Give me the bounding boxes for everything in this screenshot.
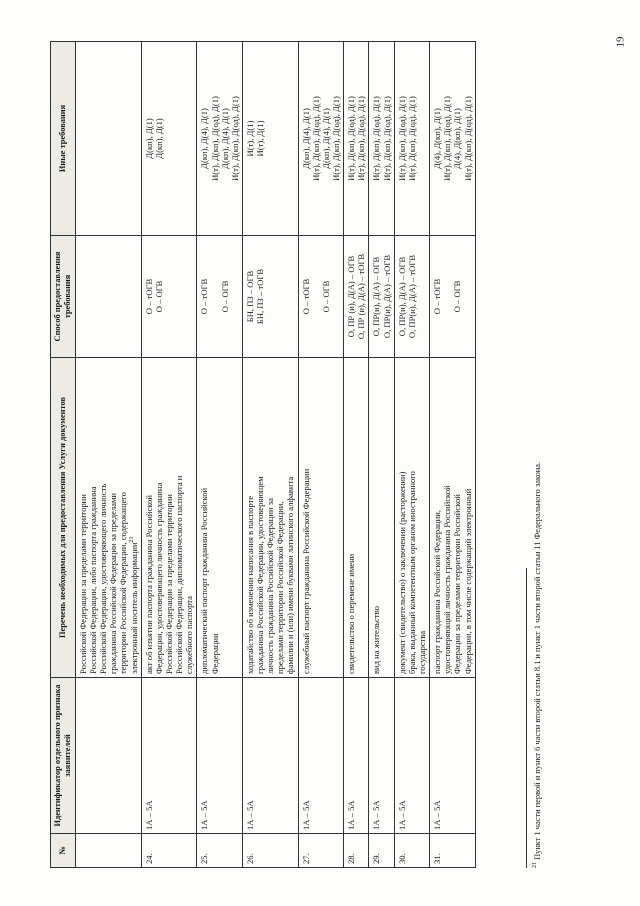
row-documents [344, 358, 369, 678]
row-applicant-id: 1А – 5А [242, 678, 298, 834]
row-documents [242, 358, 298, 678]
requirement-line: Д(кп), Д(4), Д(1) [219, 108, 230, 169]
document-line: пределами территории Российской Федерации, [275, 501, 286, 674]
requirement-line: И(т), Д(кп), Д(од), Д(1) [396, 96, 407, 181]
method-line: О, ПР(и), Д(А) – тОГВ [406, 254, 417, 339]
row-submission-method [430, 236, 476, 358]
row-submission-method [197, 236, 243, 358]
row-documents [197, 358, 243, 678]
row-other-requirements [430, 42, 476, 236]
table-row [344, 42, 369, 868]
page-number: 19 [614, 36, 627, 48]
method-line: О – тОГВ [199, 278, 210, 315]
document-line: Федерации за пределами территории Российской [452, 494, 463, 674]
table-row [298, 42, 344, 868]
method-line: О – тОГВ [300, 278, 311, 315]
table-row [75, 42, 141, 868]
method-line: О, ПР(и), Д(А) – ОГВ [396, 256, 407, 337]
row-other-requirements [298, 42, 344, 236]
header-documents: Перечень необходимых для предоставления Услуги документов [51, 358, 76, 678]
requirement-line: И(т), Д(кп), Д(од), Д(1) [356, 96, 367, 181]
row-number: 27. [298, 834, 344, 868]
method-line: О, ПР(и), Д(А) – тОГВ [381, 254, 392, 339]
table-body [75, 42, 475, 868]
row-documents [75, 358, 141, 678]
footnote-reference: 21 [128, 536, 135, 543]
requirement-line: Д(кп), Д(4), Д(1) [300, 108, 311, 169]
row-submission-method [344, 236, 369, 358]
method-line [210, 239, 220, 354]
document-line: территории Российской Федерации, содержащего [118, 492, 129, 674]
document-line: личность гражданина Российской Федерации за [265, 498, 276, 674]
document-line-text: электронный носитель информации [128, 542, 139, 674]
method-line: О – ОГВ [320, 280, 331, 313]
row-applicant-id [75, 678, 141, 834]
footnote-text: Пункт 1 части первой и пункт 6 части второй статьи 8.1 и пункт 1 части второй статьи 11 Федерального закона. [532, 461, 542, 860]
table-row [394, 42, 429, 868]
row-number: 28. [344, 834, 369, 868]
method-line: О, ПР (и), Д(А) – ОГВ [346, 255, 357, 338]
requirement-line: И(т), Д(кп), Д(од), Д(1) [442, 96, 453, 181]
requirement-line: И(т), Д(кп), Д(од), Д(1) [462, 96, 473, 181]
row-number: 25. [197, 834, 243, 868]
row-documents [430, 358, 476, 678]
document-line: акт об изъятии паспорта гражданина Российской [143, 495, 154, 674]
row-other-requirements [141, 42, 197, 236]
requirement-line: И(т), Д(кп), Д(од), Д(1) [346, 96, 357, 181]
method-line: О – ОГВ [219, 280, 230, 313]
row-applicant-id: 1А – 5А [430, 678, 476, 834]
row-documents [298, 358, 344, 678]
rotated-page-content [50, 42, 570, 868]
header-submission-method: Способ предоставления требования [51, 236, 76, 358]
row-submission-method [298, 236, 344, 358]
document-line: Федерации, в том числе содержащий электронный [462, 488, 473, 674]
document-line: гражданина Российской Федерации, удостоверяющем [255, 476, 266, 674]
row-number [75, 834, 141, 868]
method-line [311, 239, 321, 354]
document-line: Российской Федерации, дипломатического паспорта и [174, 475, 185, 674]
method-line: О – ОГВ [153, 280, 164, 313]
document-line: удостоверяющий личность гражданина Российской [442, 485, 453, 674]
row-other-requirements [242, 42, 298, 236]
row-submission-method [369, 236, 394, 358]
document-line: Федерации, удостоверяющего личность гражданина [153, 482, 164, 674]
requirements-table [50, 41, 476, 868]
requirement-line: И(т), Д(кп), Д(од), Д(1) [209, 96, 220, 181]
row-submission-method [75, 236, 141, 358]
document-line: дипломатический паспорт гражданина Российской [199, 487, 210, 674]
row-other-requirements [197, 42, 243, 236]
document-line: брака, выданный компетентным органом иностранного [406, 471, 417, 674]
document-line: служебного паспорта [184, 596, 195, 674]
method-line: О – ОГВ [452, 280, 463, 313]
row-other-requirements [75, 42, 141, 236]
requirement-line: Д(кп), Д(4), Д(1) [199, 108, 210, 169]
row-number: 26. [242, 834, 298, 868]
row-number: 30. [394, 834, 429, 868]
document-line: гражданина Российской Федерации за пределами [108, 492, 119, 674]
document-line: Федерации [209, 633, 220, 674]
requirement-line: И(т), Д(кп), Д(од), Д(1) [331, 96, 342, 181]
row-applicant-id: 1А – 5А [369, 678, 394, 834]
row-documents [141, 358, 197, 678]
document-line: ходатайство об изменении написания в паспорте [244, 495, 255, 674]
document-line: свидетельство о перемене имени [346, 553, 357, 674]
method-line: О, ПР (и), Д(А) – тОГВ [356, 253, 367, 340]
requirement-line: И(т), Д(кп), Д(од), Д(1) [381, 96, 392, 181]
requirement-line: И(т), Д(кп), Д(од), Д(1) [371, 96, 382, 181]
requirement-line: И(т), Д(кп), Д(од), Д(1) [310, 96, 321, 181]
document-line: фамилии и (или) имени буквами латинского алфавита [285, 476, 296, 674]
header-other-requirements: Иные требования [51, 42, 76, 236]
row-other-requirements [369, 42, 394, 236]
row-other-requirements [394, 42, 429, 236]
document-line: документ (свидетельство) о заключении (расторжении) [396, 471, 407, 674]
requirement-line: И(т), Д(кп), Д(од), Д(1) [229, 96, 240, 181]
method-line [442, 239, 452, 354]
requirement-line: И(т), Д(1) [255, 120, 266, 157]
document-line: Российской Федерации, либо паспорта гражданина [87, 486, 98, 674]
requirement-line: И(т), Д(кп), Д(од), Д(1) [406, 96, 417, 181]
row-other-requirements [344, 42, 369, 236]
footnote-divider [526, 568, 527, 868]
row-applicant-id: 1А – 5А [344, 678, 369, 834]
footnote-mark: 21 [532, 862, 538, 868]
requirement-line: Д(4), Д(кп), Д(1) [432, 108, 443, 169]
document-line: паспорт гражданина Российской Федерации, [432, 510, 443, 674]
table-header-row [51, 42, 76, 868]
document-line: государства [417, 630, 428, 674]
row-number: 29. [369, 834, 394, 868]
row-applicant-id: 1А – 5А [394, 678, 429, 834]
requirement-line: Д(4), Д(кп), Д(1) [452, 108, 463, 169]
requirement-line: Д(кп), Д(1) [153, 118, 164, 159]
row-submission-method [141, 236, 197, 358]
document-line: Российской Федерации, удостоверяющего личность [98, 483, 109, 674]
table-row [242, 42, 298, 868]
table-row [369, 42, 394, 868]
document-line: вид на жительство [371, 606, 382, 674]
footnote [532, 462, 542, 868]
row-applicant-id: 1А – 5А [141, 678, 197, 834]
method-line: О, ПР(и), Д(А) – ОГВ [371, 256, 382, 337]
row-submission-method [394, 236, 429, 358]
table-row [430, 42, 476, 868]
row-applicant-id: 1А – 5А [298, 678, 344, 834]
requirement-line: Д(кп), Д(4), Д(1) [320, 108, 331, 169]
method-line: О – тОГВ [143, 278, 154, 315]
method-line: О – тОГВ [432, 278, 443, 315]
requirement-line: Д(кп), Д(1) [143, 118, 154, 159]
row-applicant-id: 1А – 5А [197, 678, 243, 834]
row-documents [394, 358, 429, 678]
row-submission-method [242, 236, 298, 358]
document-line: служебный паспорт гражданина Российской Федерации [300, 468, 311, 674]
table-row [141, 42, 197, 868]
row-number: 31. [430, 834, 476, 868]
document-line [129, 361, 139, 674]
table-row [197, 42, 243, 868]
document-line: Российской Федерации за пределами территории [77, 494, 88, 674]
document-line: Российской Федерации за пределами территории [163, 494, 174, 674]
header-number: № [51, 834, 76, 868]
method-line: БН, ПЗ – тОГВ [255, 268, 266, 325]
requirement-line: И(т), Д(1) [244, 120, 255, 157]
row-number: 24. [141, 834, 197, 868]
method-line: БН, ПЗ – ОГВ [244, 270, 255, 323]
header-applicant-id: Идентификатор отдельного признака заявителей [51, 678, 76, 834]
row-documents [369, 358, 394, 678]
